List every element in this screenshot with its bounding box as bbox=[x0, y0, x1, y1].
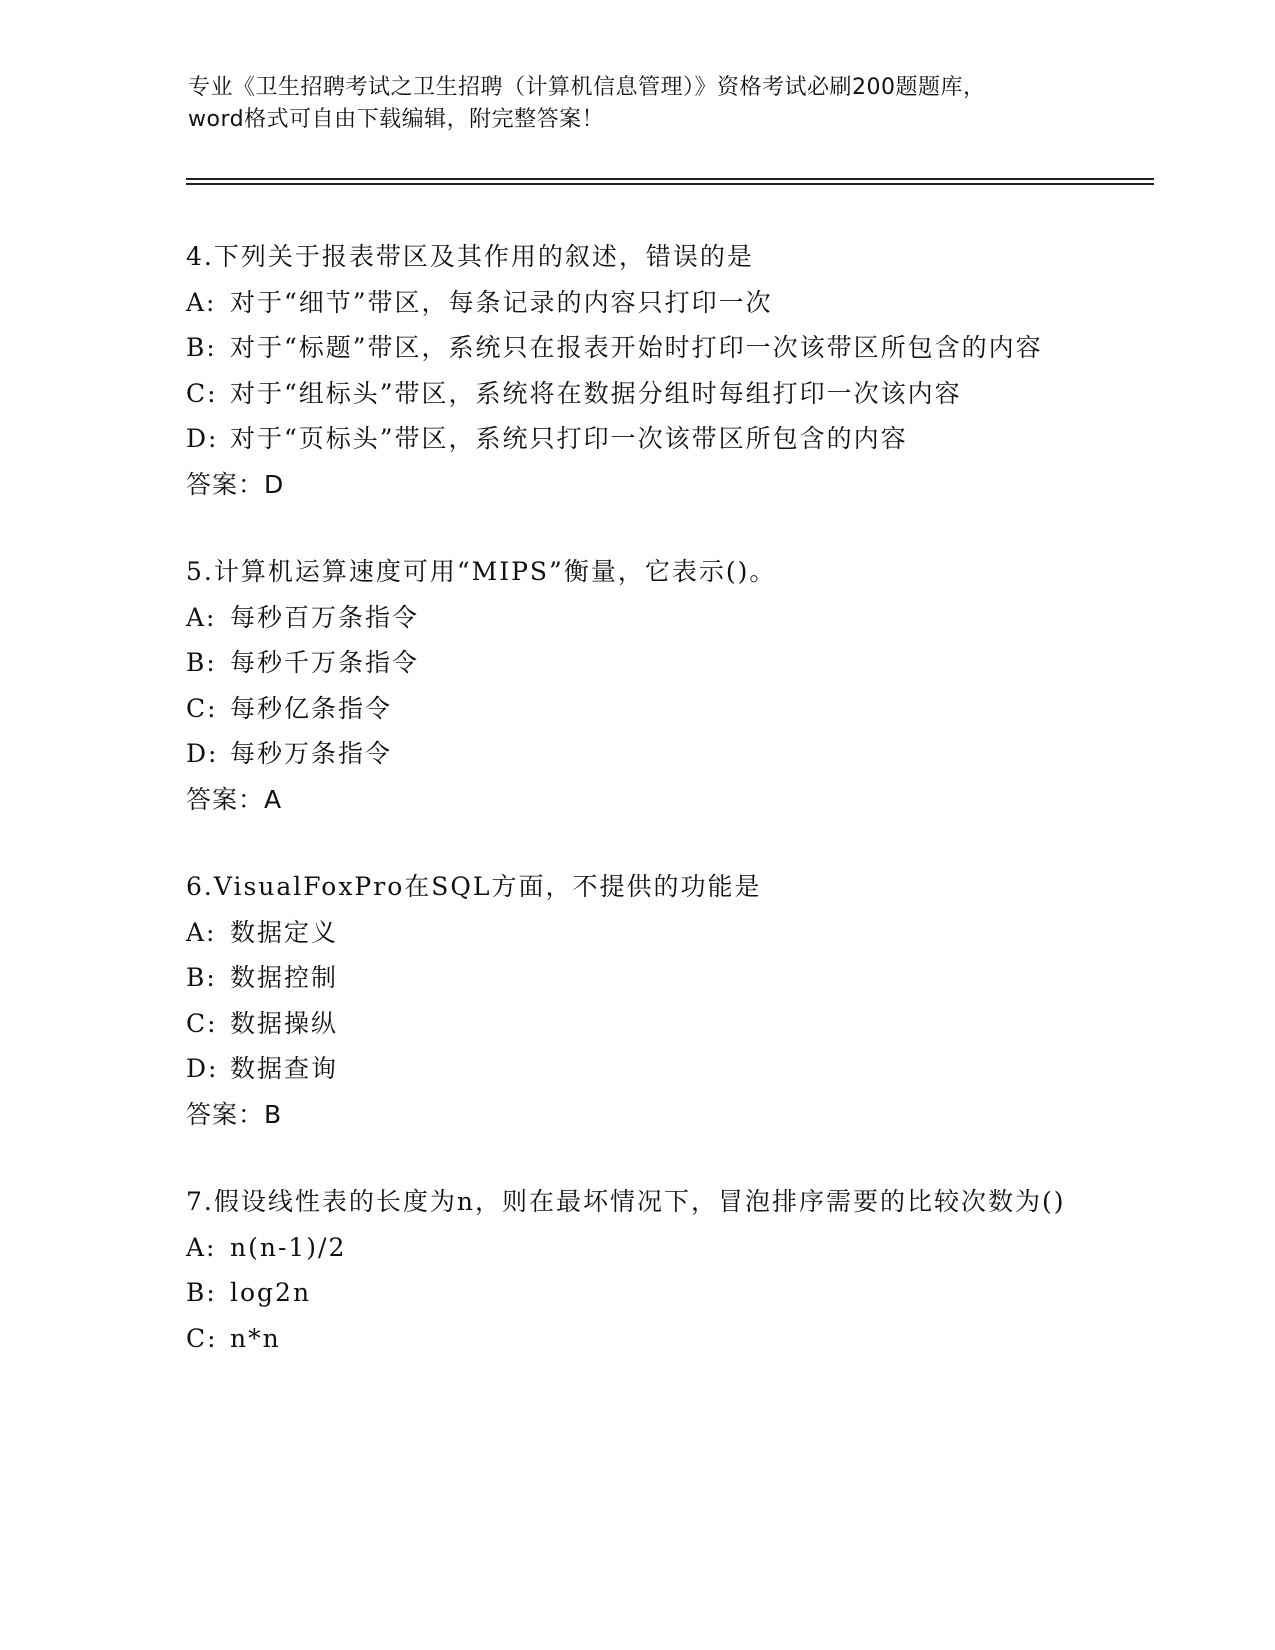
option-a bbox=[186, 595, 1086, 641]
option-text: 每秒万条指令 bbox=[230, 739, 393, 768]
option-label: D: bbox=[186, 739, 219, 768]
option-text: 数据定义 bbox=[230, 917, 339, 947]
option-label: B: bbox=[186, 963, 217, 992]
option-text: 每秒千万条指令 bbox=[230, 648, 420, 677]
answer: 答案：A bbox=[186, 784, 283, 814]
option-label: D: bbox=[186, 1054, 219, 1083]
header-rule-top bbox=[186, 178, 1154, 180]
option-label: C: bbox=[186, 378, 218, 408]
option-label: A: bbox=[186, 287, 217, 317]
option-c bbox=[186, 371, 1086, 417]
question-stem: 6.VisualFoxPro在SQL方面，不提供的功能是 bbox=[186, 872, 762, 901]
option-text: 对于“细节”带区，每条记录的内容只打印一次 bbox=[230, 287, 773, 317]
option-label: B: bbox=[186, 333, 217, 362]
option-text: 对于“标题”带区，系统只在报表开始时打印一次该带区所包含的内容 bbox=[230, 333, 1043, 362]
option-label: C: bbox=[186, 1323, 218, 1353]
option-text: n(n-1)/2 bbox=[230, 1232, 347, 1262]
option-text: log2n bbox=[230, 1278, 312, 1307]
option-text: 数据操纵 bbox=[230, 1008, 339, 1038]
header-line-1: 专业《卫生招聘考试之卫生招聘（计算机信息管理）》资格考试必刷200题题库， bbox=[188, 75, 986, 100]
option-text: 数据查询 bbox=[230, 1054, 339, 1083]
header-rule-bottom bbox=[186, 183, 1154, 185]
option-text: 每秒亿条指令 bbox=[230, 693, 393, 723]
option-b bbox=[186, 325, 1046, 371]
question-list bbox=[186, 234, 1086, 1403]
question-6 bbox=[186, 864, 1086, 1137]
option-text: 对于“组标头”带区，系统将在数据分组时每组打印一次该内容 bbox=[230, 378, 962, 408]
question-stem: 7.假设线性表的长度为n，则在最坏情况下，冒泡排序需要的比较次数为() bbox=[186, 1187, 1066, 1216]
question-7 bbox=[186, 1179, 1086, 1361]
header-line-2: word格式可自由下载编辑，附完整答案！ bbox=[188, 107, 605, 132]
option-label: C: bbox=[186, 693, 218, 723]
question-stem: 5.计算机运算速度可用“MIPS”衡量，它表示()。 bbox=[186, 557, 777, 586]
option-label: B: bbox=[186, 1278, 217, 1307]
option-a bbox=[186, 280, 1086, 326]
option-d bbox=[186, 1046, 1086, 1092]
option-b bbox=[186, 955, 1086, 1001]
option-b bbox=[186, 1270, 1086, 1316]
question-5 bbox=[186, 549, 1086, 822]
option-d bbox=[186, 416, 1086, 462]
option-text: 数据控制 bbox=[230, 963, 339, 992]
option-c bbox=[186, 1316, 1086, 1362]
option-label: B: bbox=[186, 648, 217, 677]
option-label: A: bbox=[186, 602, 217, 632]
option-label: A: bbox=[186, 1232, 217, 1262]
option-c bbox=[186, 686, 1086, 732]
option-text: 每秒百万条指令 bbox=[230, 602, 420, 632]
option-d bbox=[186, 731, 1086, 777]
option-label: C: bbox=[186, 1008, 218, 1038]
option-text: n*n bbox=[230, 1323, 281, 1353]
option-b bbox=[186, 640, 1086, 686]
question-stem: 4.下列关于报表带区及其作用的叙述，错误的是 bbox=[186, 242, 754, 271]
option-a bbox=[186, 910, 1086, 956]
option-text: 对于“页标头”带区，系统只打印一次该带区所包含的内容 bbox=[230, 424, 908, 453]
document-header bbox=[188, 72, 1088, 136]
answer: 答案：B bbox=[186, 1099, 283, 1129]
option-a bbox=[186, 1225, 1086, 1271]
option-label: A: bbox=[186, 917, 217, 947]
option-label: D: bbox=[186, 424, 219, 453]
question-4 bbox=[186, 234, 1086, 507]
option-c bbox=[186, 1001, 1086, 1047]
answer: 答案：D bbox=[186, 469, 285, 499]
